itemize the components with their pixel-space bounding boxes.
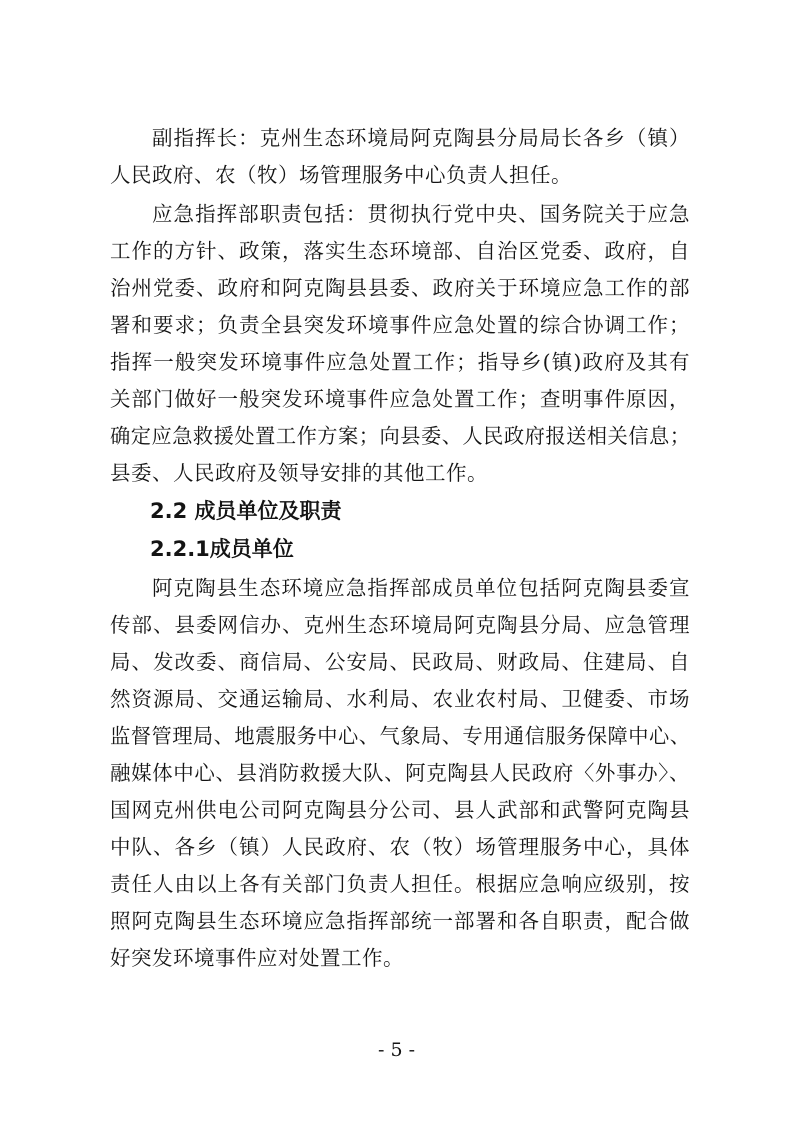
- paragraph-line: 中队、各乡（镇）人民政府、农（牧）场管理服务中心，具体: [110, 835, 690, 859]
- paragraph-line: 国网克州供电公司阿克陶县分公司、县人武部和武警阿克陶县: [110, 798, 690, 822]
- paragraph-line: 阿克陶县生态环境应急指挥部成员单位包括阿克陶县委宣: [152, 576, 690, 600]
- paragraph-line: 工作的方针、政策，落实生态环境部、自治区党委、政府，自: [110, 239, 690, 263]
- paragraph-line: 副指挥长：克州生态环境局阿克陶县分局局长各乡（镇）: [152, 126, 690, 150]
- paragraph-line: 指挥一般突发环境事件应急处置工作；指导乡(镇)政府及其有: [110, 350, 690, 374]
- paragraph-line: 责任人由以上各有关部门负责人担任。根据应急响应级别，按: [110, 872, 690, 896]
- paragraph-line: 县委、人民政府及领导安排的其他工作。: [110, 461, 488, 485]
- page-number: - 5 -: [377, 1039, 415, 1061]
- paragraph-line: 关部门做好一般突发环境事件应急处置工作；查明事件原因，: [110, 387, 690, 411]
- paragraph-line: 传部、县委网信办、克州生态环境局阿克陶县分局、应急管理: [110, 613, 690, 637]
- paragraph-line: 照阿克陶县生态环境应急指挥部统一部署和各自职责，配合做: [110, 909, 690, 933]
- paragraph-line: 融媒体中心、县消防救援大队、阿克陶县人民政府〈外事办〉、: [110, 761, 690, 785]
- paragraph-line: 然资源局、交通运输局、水利局、农业农村局、卫健委、市场: [110, 687, 690, 711]
- subsection-heading: 2.2.1成员单位: [150, 537, 294, 561]
- paragraph-line: 应急指挥部职责包括：贯彻执行党中央、国务院关于应急: [152, 202, 690, 226]
- paragraph-line: 署和要求；负责全县突发环境事件应急处置的综合协调工作；: [110, 313, 690, 337]
- paragraph-line: 确定应急救援处置工作方案；向县委、人民政府报送相关信息；: [110, 424, 690, 448]
- paragraph-line: 治州党委、政府和阿克陶县县委、政府关于环境应急工作的部: [110, 276, 690, 300]
- paragraph-line: 好突发环境事件应对处置工作。: [110, 946, 404, 970]
- section-heading: 2.2 成员单位及职责: [150, 499, 342, 523]
- paragraph-line: 监督管理局、地震服务中心、气象局、专用通信服务保障中心、: [110, 724, 690, 748]
- paragraph-line: 局、发改委、商信局、公安局、民政局、财政局、住建局、自: [110, 650, 690, 674]
- paragraph-line: 人民政府、农（牧）场管理服务中心负责人担任。: [110, 163, 572, 187]
